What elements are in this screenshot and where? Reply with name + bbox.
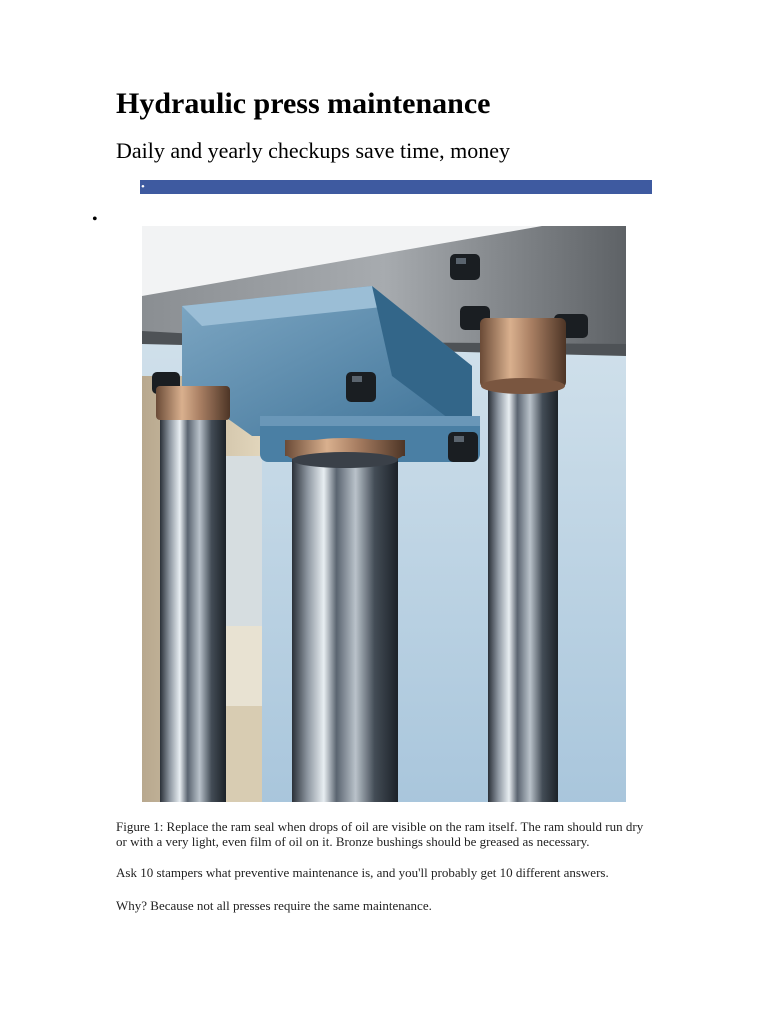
figure-list-bullet: • [92,211,98,228]
article-subtitle: Daily and yearly checkups save time, money [116,138,511,163]
article-title: Hydraulic press maintenance [116,87,491,120]
figure-caption: Figure 1: Replace the ram seal when drops of oil are visible on the ram itself. The ram should run dry or with a very light, even film of oil on it. Bronze bushings should be greased as necessary. [116,819,644,849]
share-bar-bullet: • [141,181,145,193]
hydraulic-press-photo [142,226,626,802]
share-bar[interactable] [140,180,652,194]
body-paragraph: Ask 10 stampers what preventive maintenance is, and you'll probably get 10 different answers. [116,865,609,880]
body-paragraph: Why? Because not all presses require the same maintenance. [116,898,432,913]
